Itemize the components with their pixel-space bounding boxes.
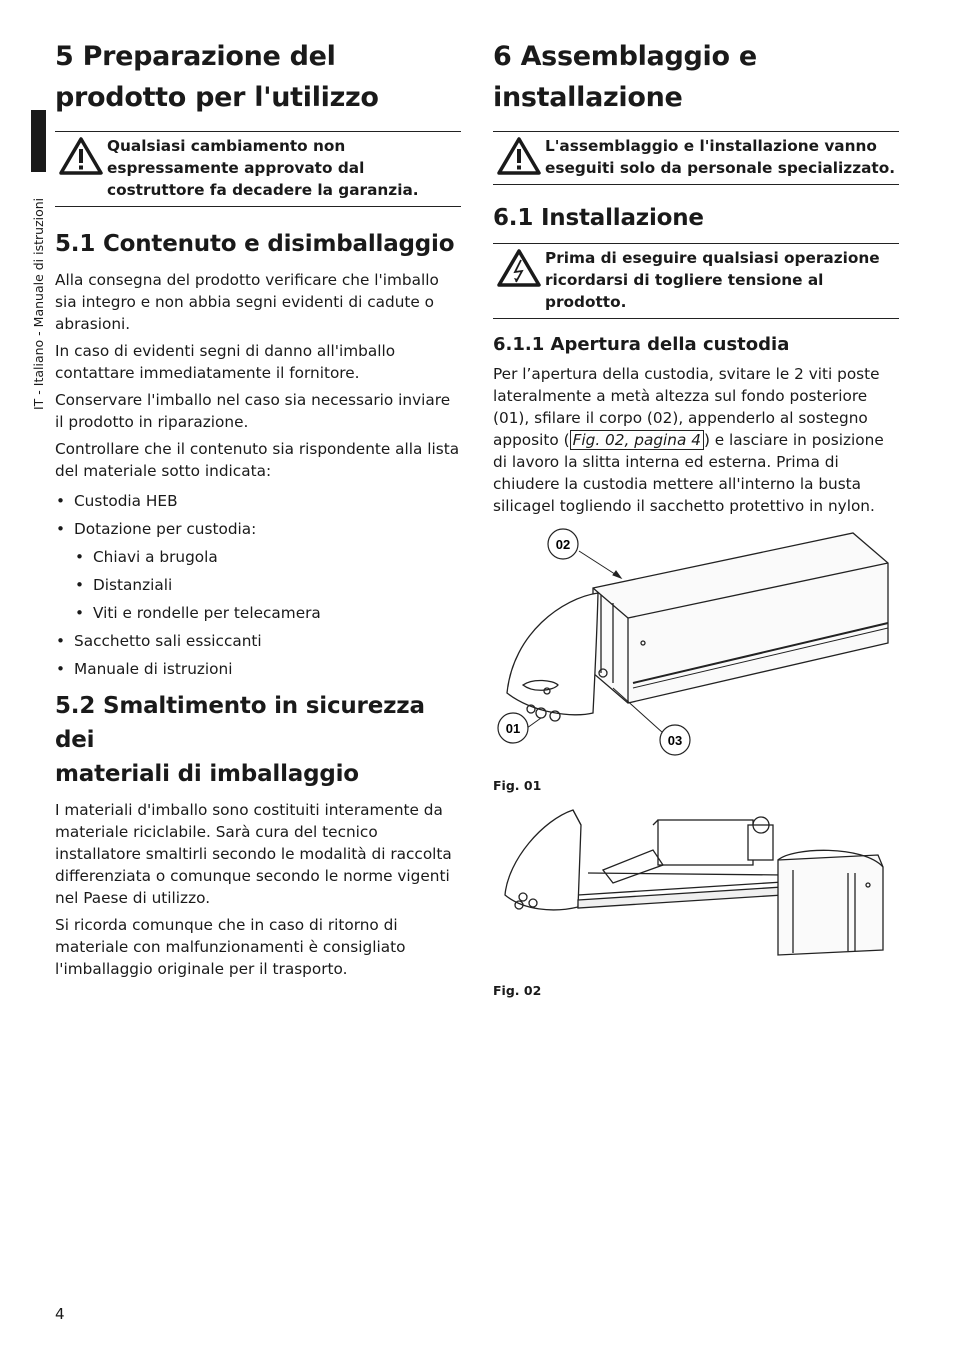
- section-5-2-title-line1: 5.2 Smaltimento in sicurezza dei: [55, 693, 425, 753]
- section-6-title: [493, 36, 899, 118]
- list-item: • Chiavi a brugola: [55, 543, 461, 571]
- electric-hazard-icon: [493, 248, 545, 288]
- paragraph: Conservare l'imballo nel caso sia necessario inviare il prodotto in riparazione.: [55, 391, 451, 431]
- callout-03: [660, 725, 690, 755]
- warning-text: Prima di eseguire qualsiasi operazione ricordarsi di togliere tensione al prodotto.: [545, 249, 880, 311]
- paragraph-text: Per l’apertura della custodia, svitare le 2 viti poste lateralmente a metà altezza sul fondo posteriore (01), sfilare il corpo (02), appenderlo al sostegno apposito (: [493, 365, 880, 449]
- figure-02-open-housing-illustration: [493, 805, 899, 970]
- section-6-title-line2: installazione: [493, 82, 683, 113]
- section-5-2-title: [55, 689, 461, 791]
- sidebar-marker: [31, 110, 46, 172]
- paragraph: Controllare che il contenuto sia rispondente alla lista del materiale sotto indicata:: [55, 440, 460, 480]
- paragraph: [493, 363, 899, 517]
- left-column: [55, 36, 461, 985]
- svg-text:03: 03: [667, 733, 683, 748]
- list-item: • Manuale di istruzioni: [55, 655, 461, 683]
- sidebar-label-text: IT - Italiano - Manuale di istruzioni: [31, 197, 46, 410]
- callout-01: [498, 713, 528, 743]
- page-number: 4: [55, 1305, 65, 1323]
- figure-reference-link[interactable]: Fig. 02, pagina 4: [570, 430, 704, 450]
- section-5-2-title-line2: materiali di imballaggio: [55, 761, 359, 787]
- paragraph: Si ricorda comunque che in caso di ritorno di materiale con malfunzionamenti è consigliato l'imballaggio originale per il trasporto.: [55, 916, 406, 978]
- section-6-title-line1: 6 Assemblaggio e: [493, 41, 757, 72]
- sidebar-label: [31, 197, 47, 426]
- list-item: • Sacchetto sali essiccanti: [55, 627, 461, 655]
- svg-text:02: 02: [555, 537, 571, 552]
- callout-02: [548, 529, 578, 559]
- warning-triangle-icon: [55, 136, 107, 176]
- warning-box-personnel: [493, 131, 899, 185]
- warning-box-warranty: [55, 131, 461, 207]
- warning-triangle-icon: [493, 136, 545, 176]
- paragraph: In caso di evidenti segni di danno all'imballo contattare immediatamente il fornitore.: [55, 342, 396, 382]
- paragraph-text: ) e lasciare in posizione di lavoro la slitta interna ed esterna. Prima di chiudere la custodia mettere all'interno la busta silicagel togliendo il sacchetto protettivo in nylon.: [493, 431, 884, 515]
- list-item: • Custodia HEB: [55, 487, 461, 515]
- figure-01-housing-illustration: [493, 523, 899, 773]
- content-list: [55, 487, 461, 683]
- section-5-title-line2: prodotto per l'utilizzo: [55, 82, 379, 113]
- section-5-1-title: 5.1 Contenuto e disimballaggio: [55, 231, 455, 257]
- warning-text: Qualsiasi cambiamento non espressamente approvato dal costruttore fa decadere la garanzia.: [107, 137, 419, 199]
- section-5-title: [55, 36, 461, 118]
- warning-box-voltage: [493, 243, 899, 319]
- section-6-1-1-title: 6.1.1 Apertura della custodia: [493, 334, 790, 355]
- list-item: • Viti e rondelle per telecamera: [55, 599, 461, 627]
- paragraph: Alla consegna del prodotto verificare che l'imballo sia integro e non abbia segni evidenti di cadute o abrasioni.: [55, 271, 439, 333]
- figure-02-caption: Fig. 02: [493, 983, 542, 998]
- section-6-1-title: 6.1 Installazione: [493, 205, 704, 231]
- svg-text:01: 01: [505, 721, 521, 736]
- right-column: [493, 36, 899, 1002]
- list-item: • Dotazione per custodia:: [55, 515, 461, 543]
- warning-text: L'assemblaggio e l'installazione vanno eseguiti solo da personale specializzato.: [545, 137, 896, 177]
- figure-01-caption: Fig. 01: [493, 778, 542, 793]
- list-item: • Distanziali: [55, 571, 461, 599]
- section-5-title-line1: 5 Preparazione del: [55, 41, 336, 72]
- paragraph: I materiali d'imballo sono costituiti interamente da materiale riciclabile. Sarà cura del tecnico installatore smaltirli secondo le modalità di raccolta differenziata o comunque secondo le norme vigenti nel Paese di utilizzo.: [55, 801, 452, 907]
